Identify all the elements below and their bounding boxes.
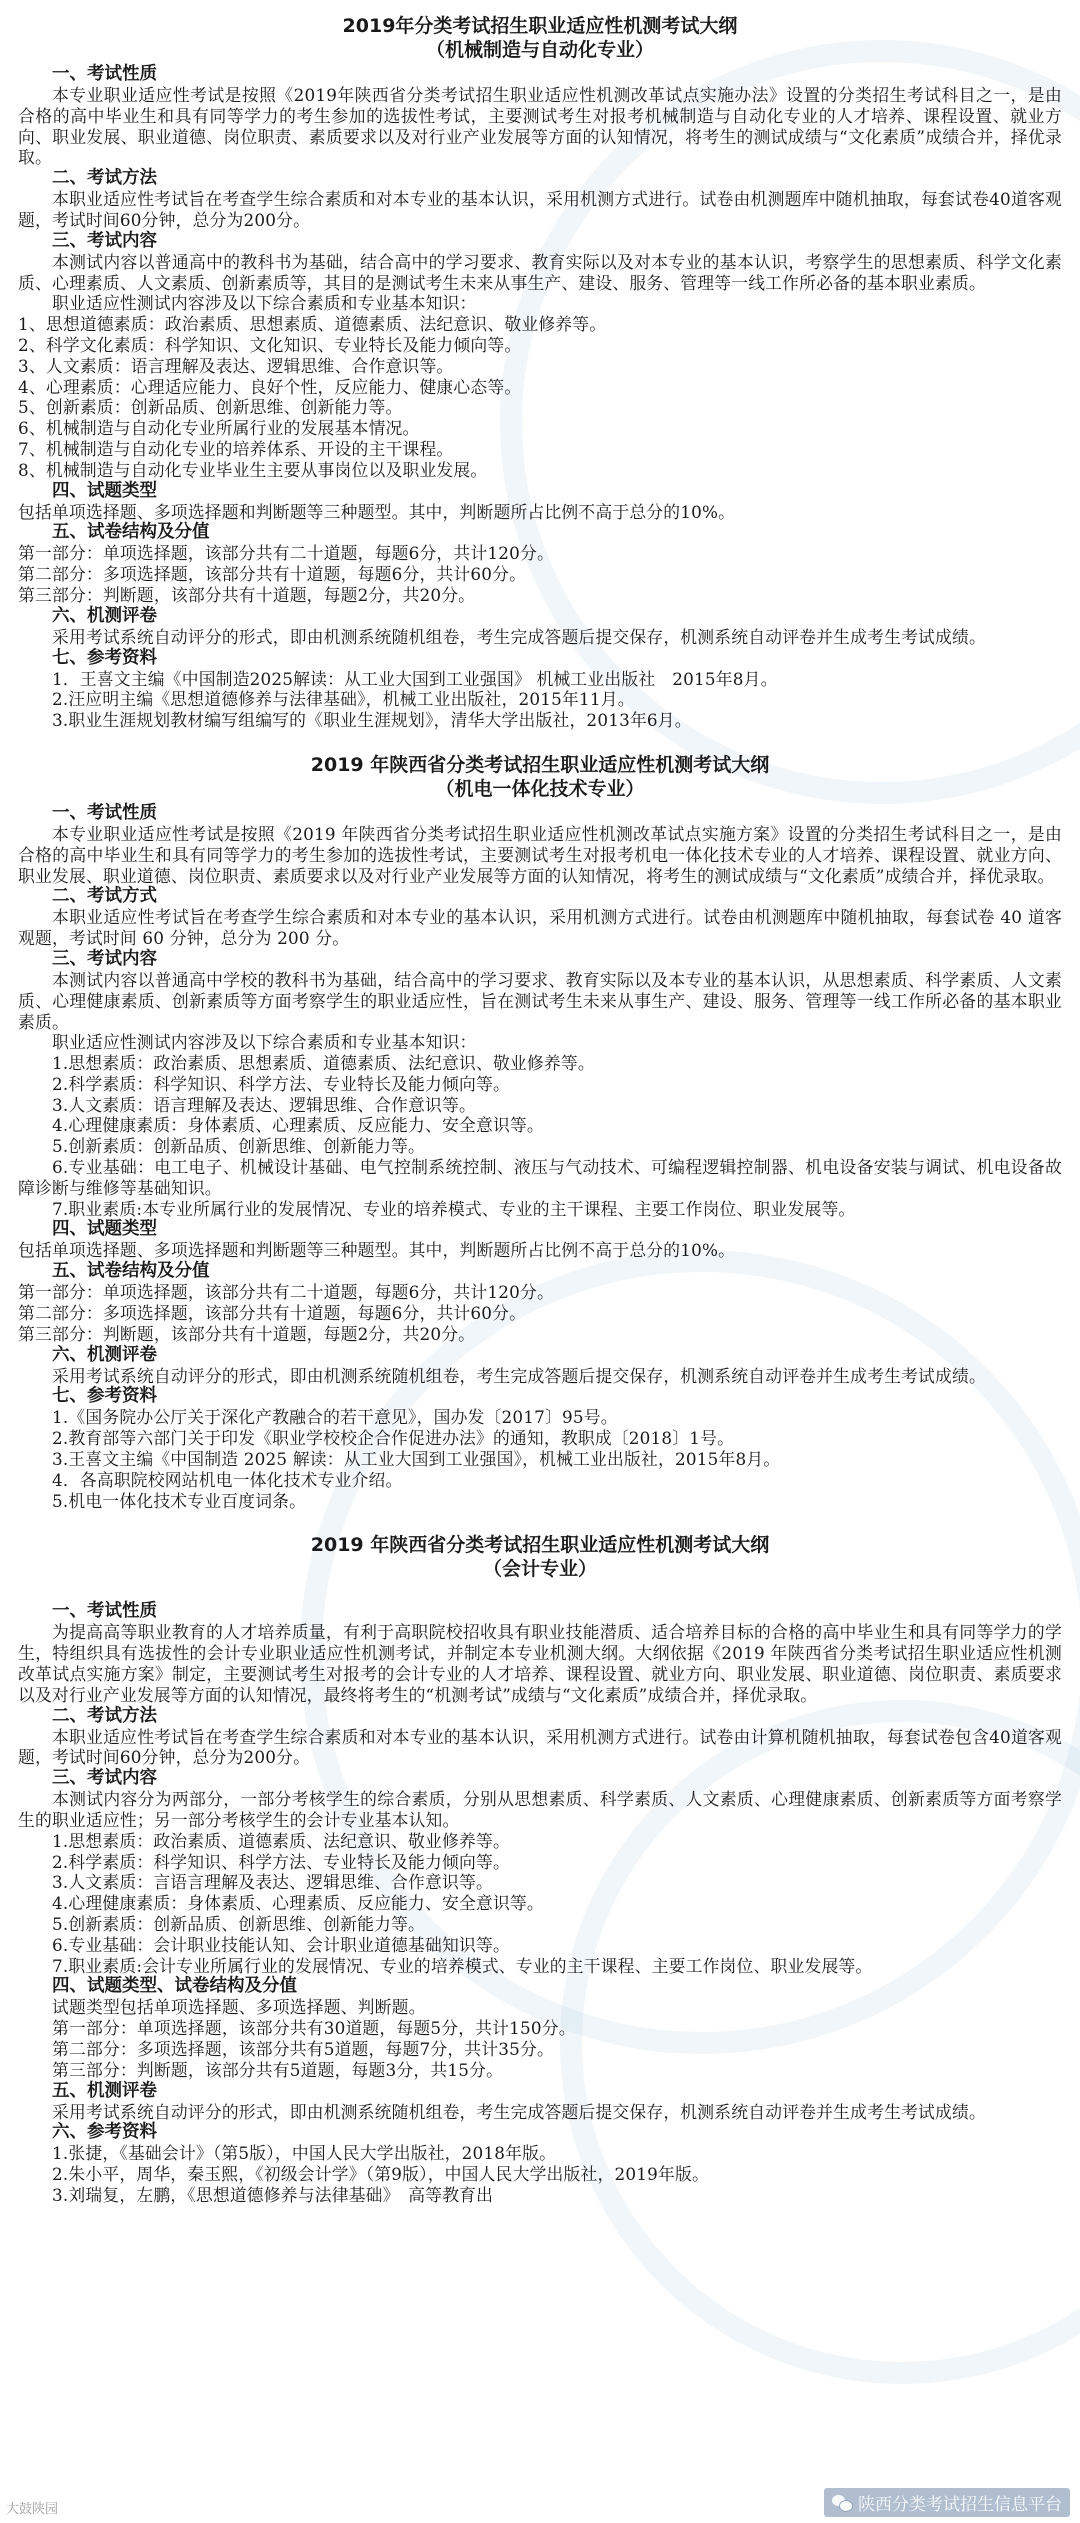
list-item: 5.创新素质：创新品质、创新思维、创新能力等。 <box>52 1136 426 1157</box>
section-heading: 四、试题类型 <box>52 1219 157 1240</box>
list-item: 5、创新素质：创新品质、创新思维、创新能力等。 <box>18 397 403 418</box>
section-heading: 二、考试方法 <box>52 168 157 189</box>
reference-item: 1．王喜文主编《中国制造2025解读：从工业大国到工业强国》 机械工业出版社 2015年8月。 <box>52 668 778 689</box>
list-item: 第三部分：判断题，该部分共有5道题，每题3分，共15分。 <box>52 2059 504 2080</box>
paragraph: 本职业适应性考试旨在考查学生综合素质和对本专业的基本认识，采用机测方式进行。试卷由机测题库中随机抽取，每套试卷 40 道客观题，考试时间 60 分钟，总分为 200 分。 <box>18 907 1062 949</box>
list-item: 第二部分：多项选择题，该部分共有十道题，每题6分，共计60分。 <box>18 1303 527 1324</box>
paragraph: 采用考试系统自动评分的形式，即由机测系统随机组卷，考生完成答题后提交保存，机测系统自动评卷并生成考生考试成绩。 <box>52 2101 986 2122</box>
list-item: 3、人文素质：语言理解及表达、逻辑思维、合作意识等。 <box>18 355 454 376</box>
reference-item: 2.汪应明主编《思想道德修养与法律基础》，机械工业出版社，2015年11月。 <box>52 689 635 710</box>
paragraph: 包括单项选择题、多项选择题和判断题等三种题型。其中，判断题所占比例不高于总分的10%。 <box>18 501 736 522</box>
paragraph: 为提高高等职业教育的人才培养质量，有利于高职院校招收具有职业技能潜质、适合培养目标的合格的高中毕业生和具有同等学力的学生，特组织具有选拔性的会计专业职业适应性机测考试，并制定本专业机测大纲。大纲依据《2019 年陕西省分类考试招生职业适应性机测改革试点实施方案》制定，主要测试考生对报考的会计专业的人才培养、课程设置、就业方向、职业发展、职业道德、岗位职责、素质要求以及对行业产业发展等方面的认知情况，最终将考生的“机测考试”成绩与“文化素质”成绩合并，择优录取。 <box>18 1622 1062 1705</box>
section-heading: 二、考试方式 <box>52 886 157 907</box>
doc-subtitle: （机械制造与自动化专业） <box>425 39 654 61</box>
list-item: 第三部分：判断题，该部分共有十道题，每题2分，共20分。 <box>18 1323 476 1344</box>
reference-item: 3.职业生涯规划教材编写组编写的《职业生涯规划》，清华大学出版社，2013年6月。 <box>52 710 692 731</box>
list-item: 5.创新素质：创新品质、创新思维、创新能力等。 <box>52 1914 426 1934</box>
list-item: 4.心理健康素质：身体素质、心理素质、反应能力、安全意识等。 <box>52 1893 544 1914</box>
footer-bar <box>0 2489 1080 2523</box>
list-item: 第一部分：单项选择题，该部分共有二十道题，每题6分，共计120分。 <box>18 543 554 564</box>
paragraph: 采用考试系统自动评分的形式，即由机测系统随机组卷，考生完成答题后提交保存，机测系统自动评卷并生成考生考试成绩。 <box>52 626 986 647</box>
list-item: 2.科学素质：科学知识、科学方法、专业特长及能力倾向等。 <box>52 1073 510 1094</box>
list-item: 7.职业素质:会计专业所属行业的发展情况、专业的培养模式、专业的主干课程、主要工作岗位、职业发展等。 <box>52 1955 873 1976</box>
section-heading: 四、试题类型、试卷结构及分值 <box>52 1976 297 1997</box>
list-item: 8、机械制造与自动化专业毕业生主要从事岗位以及职业发展。 <box>18 459 488 480</box>
source-account-name: 陕西分类考试招生信息平台 <box>858 2495 1062 2515</box>
list-item: 4.心理健康素质：身体素质、心理素质、反应能力、安全意识等。 <box>52 1115 544 1136</box>
doc-subtitle: （机电一体化技术专业） <box>435 777 645 800</box>
paragraph: 本专业职业适应性考试是按照《2019 年陕西省分类考试招生职业适应性机测改革试点实施方案》设置的分类招生考试科目之一，是由合格的高中毕业生和具有同等学力的考生参加的选拔性考试，主要测试考生对报考机电一体化技术专业的人才培养、课程设置、就业方向、职业发展、职业道德、岗位职责、素质要求以及对行业产业发展等方面的认知情况，将考生的测试成绩与“文化素质”成绩合并，择优录取。 <box>18 823 1062 886</box>
reference-item: 5.机电一体化技术专业百度词条。 <box>52 1490 307 1511</box>
paragraph: 试题类型包括单项选择题、多项选择题、判断题。 <box>52 1997 426 2018</box>
list-item: 第二部分：多项选择题，该部分共有5道题，每题7分，共计35分。 <box>52 2038 555 2059</box>
paragraph: 本测试内容以普通高中的教科书为基础，结合高中的学习要求、教育实际以及对本专业的基本认识，考察学生的思想素质、科学文化素质、心理素质、人文素质、创新素质等，其目的是测试考生未来从事生产、建设、服务、管理等一线工作所必备的基本职业素质。 <box>18 251 1062 293</box>
list-item: 第二部分：多项选择题，该部分共有十道题，每题6分，共计60分。 <box>18 564 527 585</box>
reference-item: 3.刘瑞复，左鹏，《思想道德修养与法律基础》 高等教育出 <box>52 2184 494 2205</box>
syllabus-accounting <box>18 1533 1062 2205</box>
list-item: 第三部分：判断题，该部分共有十道题，每题2分，共20分。 <box>18 584 476 605</box>
section-heading: 三、考试内容 <box>52 948 157 969</box>
section-heading: 五、机测评卷 <box>52 2080 157 2101</box>
section-heading: 五、试卷结构及分值 <box>52 1261 210 1282</box>
doc-subtitle: （会计专业） <box>482 1558 597 1581</box>
list-item: 6、机械制造与自动化专业所属行业的发展基本情况。 <box>18 418 420 439</box>
list-item: 3.人文素质：言语言理解及表达、逻辑思维、合作意识等。 <box>52 1872 493 1893</box>
list-item: 6.专业基础：会计职业技能认知、会计职业道德基础知识等。 <box>52 1934 510 1955</box>
paragraph: 采用考试系统自动评分的形式，即由机测系统随机组卷，考生完成答题后提交保存，机测系统自动评卷并生成考生考试成绩。 <box>52 1365 986 1386</box>
reference-item: 2.教育部等六部门关于印发《职业学校校企合作促进办法》的通知，教职成〔2018〕1号。 <box>52 1428 735 1449</box>
section-heading: 六、机测评卷 <box>52 1344 157 1365</box>
section-heading: 一、考试性质 <box>52 802 157 823</box>
list-item: 6.专业基础：电工电子、机械设计基础、电气控制系统控制、液压与气动技术、可编程逻辑控制器、机电设备安装与调试、机电设备故障诊断与维修等基础知识。 <box>18 1157 1062 1198</box>
paragraph: 职业适应性测试内容涉及以下综合素质和专业基本知识： <box>52 1032 477 1053</box>
syllabus-mechanical <box>18 14 1062 731</box>
paragraph: 本测试内容分为两部分，一部分考核学生的综合素质，分别从思想素质、科学素质、人文素质、心理健康素质、创新素质等方面考察学生的职业适应性；另一部分考核学生的会计专业基本认知。 <box>18 1789 1062 1831</box>
list-item: 2.科学素质：科学知识、科学方法、专业特长及能力倾向等。 <box>52 1851 510 1872</box>
reference-item: 1.张捷，《基础会计》（第5版），中国人民大学出版社，2018年版。 <box>52 2143 557 2164</box>
doc-title: 2019 年陕西省分类考试招生职业适应性机测考试大纲 <box>310 1534 770 1557</box>
list-item: 4、心理素质：心理适应能力、良好个性，反应能力、健康心态等。 <box>18 376 522 397</box>
source-watermark <box>824 2488 1070 2517</box>
section-heading: 七、参考资料 <box>52 647 157 668</box>
list-item: 7.职业素质:本专业所属行业的发展情况、专业的培养模式、专业的主干课程、主要工作岗位、职业发展等。 <box>52 1198 856 1219</box>
section-heading: 五、试卷结构及分值 <box>52 522 210 543</box>
reference-item: 3.王喜文主编《中国制造 2025 解读：从工业大国到工业强国》，机械工业出版社，2015年8月。 <box>52 1449 781 1470</box>
section-heading: 三、考试内容 <box>52 1768 157 1789</box>
section-heading: 一、考试性质 <box>52 64 157 84</box>
section-heading: 三、考试内容 <box>52 230 157 251</box>
doc-title: 2019 年陕西省分类考试招生职业适应性机测考试大纲 <box>310 753 770 776</box>
reference-item: 2.朱小平，周华，秦玉熙，《初级会计学》（第9版），中国人民大学出版社，2019年版。 <box>52 2164 709 2185</box>
list-item: 1.思想素质：政治素质、道德素质、法纪意识、敬业修养等。 <box>52 1830 510 1851</box>
section-heading: 一、考试性质 <box>52 1601 157 1622</box>
section-heading: 六、机测评卷 <box>52 605 157 626</box>
paragraph: 本职业适应性考试旨在考查学生综合素质和对本专业的基本认识，采用机测方式进行。试卷由计算机随机抽取，每套试卷包含40道客观题，考试时间60分钟，总分为200分。 <box>18 1726 1062 1768</box>
wechat-icon <box>832 2495 852 2511</box>
list-item: 1、思想道德素质：政治素质、思想素质、道德素质、法纪意识、敬业修养等。 <box>18 314 607 335</box>
paragraph: 包括单项选择题、多项选择题和判断题等三种题型。其中，判断题所占比例不高于总分的10%。 <box>18 1240 736 1261</box>
list-item: 1.思想素质：政治素质、思想素质、道德素质、法纪意识、敬业修养等。 <box>52 1053 595 1074</box>
list-item: 第一部分：单项选择题，该部分共有30道题，每题5分，共计150分。 <box>52 2018 576 2039</box>
section-heading: 四、试题类型 <box>52 480 157 501</box>
list-item: 2、科学文化素质：科学知识、文化知识、专业特长及能力倾向等。 <box>18 334 522 355</box>
paragraph: 本测试内容以普通高中学校的教科书为基础，结合高中的学习要求、教育实际以及本专业的基本认识，从思想素质、科学素质、人文素质、心理健康素质、创新素质等方面考察学生的职业适应性，旨在测试考生未来从事生产、建设、服务、管理等一线工作所必备的基本职业素质。 <box>18 969 1062 1032</box>
paragraph: 本职业适应性考试旨在考查学生综合素质和对本专业的基本认识，采用机测方式进行。试卷由机测题库中随机抽取，每套试卷40道客观题，考试时间60分钟，总分为200分。 <box>18 189 1062 230</box>
reference-item: 4．各高职院校网站机电一体化技术专业介绍。 <box>52 1469 403 1490</box>
doc-title: 2019年分类考试招生职业适应性机测考试大纲 <box>342 15 738 37</box>
section-heading: 六、参考资料 <box>52 2122 157 2143</box>
syllabus-mechatronics <box>18 753 1062 1512</box>
paragraph: 职业适应性测试内容涉及以下综合素质和专业基本知识： <box>52 293 477 314</box>
section-heading: 七、参考资料 <box>52 1386 157 1407</box>
list-item: 7、机械制造与自动化专业的培养体系、开设的主干课程。 <box>18 438 454 459</box>
reference-item: 1.《国务院办公厅关于深化产教融合的若干意见》，国办发〔2017〕95号。 <box>52 1407 618 1428</box>
section-heading: 二、考试方法 <box>52 1705 157 1726</box>
list-item: 3.人文素质：语言理解及表达、逻辑思维、合作意识等。 <box>52 1094 476 1115</box>
paragraph: 本专业职业适应性考试是按照《2019年陕西省分类考试招生职业适应性机测改革试点实施办法》设置的分类招生考试科目之一，是由合格的高中毕业生和具有同等学力的考生参加的选拔性考试，主要测试考生对报考机械制造与自动化专业的人才培养、课程设置、就业方向、职业发展、职业道德、岗位职责、素质要求以及对行业产业发展等方面的认知情况，将考生的测试成绩与“文化素质”成绩合并，择优录取。 <box>18 85 1062 168</box>
watermark-text: 大鼓陕园 <box>6 2502 59 2517</box>
list-item: 第一部分：单项选择题，该部分共有二十道题，每题6分，共计120分。 <box>18 1282 554 1303</box>
